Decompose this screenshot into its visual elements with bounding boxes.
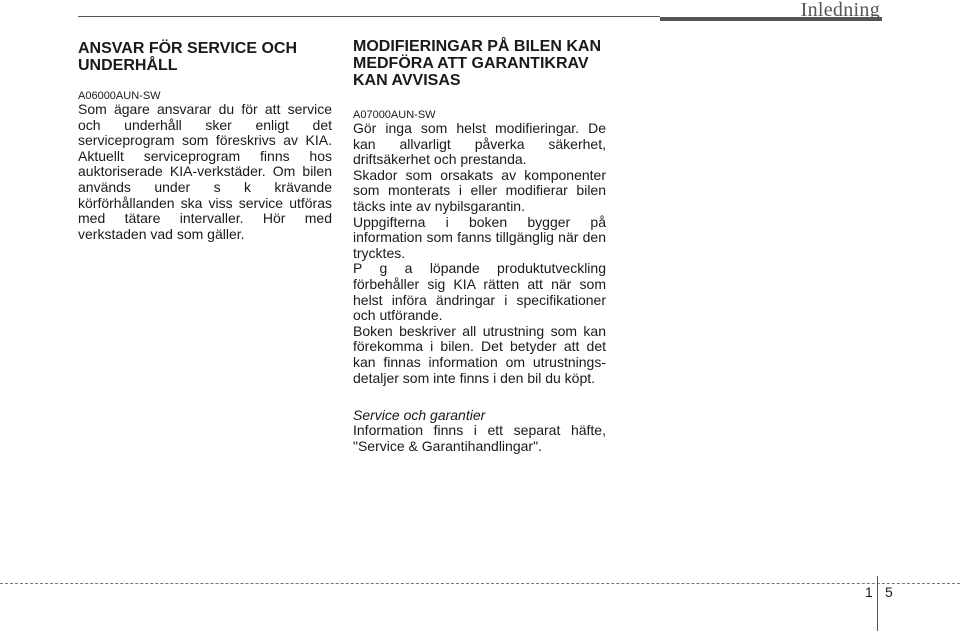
- paragraph: Boken beskriver all utrustning som kan förekomma i bilen. Det betyder att det kan finnas information om utrustnings-detaljer som inte finns i den bil du köpt.: [353, 322, 606, 386]
- page-number-separator: [877, 576, 878, 631]
- footer-rule: [0, 583, 960, 584]
- subheading: Service och garantier: [353, 407, 486, 424]
- chapter-number: 1: [865, 584, 873, 600]
- right-column: [353, 38, 606, 454]
- paragraph: Gör inga som helst modifieringar. De kan allvarligt påverka säkerhet, driftsäkerhet och prestanda.: [353, 120, 606, 168]
- section-heading-service: ANSVAR FÖR SERVICE OCH UNDERHÅLL: [78, 40, 297, 74]
- section-code: A07000AUN-SW: [353, 109, 436, 121]
- paragraph: P g a löpande produktutveckling förbehåller sig KIA rätten att när som helst införa ändringar i specifikationer och utförande.: [353, 260, 606, 324]
- page-number: 5: [885, 584, 893, 600]
- paragraph: Information finns i ett separat häfte, "Service & Garantihandlingar".: [353, 422, 606, 454]
- section-code: A06000AUN-SW: [78, 90, 161, 102]
- header-rule: [78, 16, 660, 17]
- paragraph: Uppgifterna i boken bygger på information som fanns tillgänglig när den trycktes.: [353, 213, 606, 261]
- section-heading-modifications: MODIFIERINGAR PÅ BILEN KAN MEDFÖRA ATT GARANTIKRAV KAN AVVISAS: [353, 38, 601, 89]
- section-body: Som ägare ansvarar du för att service och underhåll sker enligt det serviceprogram som föreskrivs av KIA. Aktuellt serviceprogram finns hos auktoriserade KIA-verkstäder. Om bilen används under s k krävande körförhållanden ska viss service utföras med tätare intervaller. Hör med verkstaden vad som gäller.: [78, 101, 332, 242]
- paragraph: Skador som orsakats av komponenter som monterats i eller modifierar bilen täcks inte av nybilsgarantin.: [353, 166, 606, 214]
- chapter-title: Inledning: [800, 0, 880, 21]
- left-column: [78, 38, 332, 242]
